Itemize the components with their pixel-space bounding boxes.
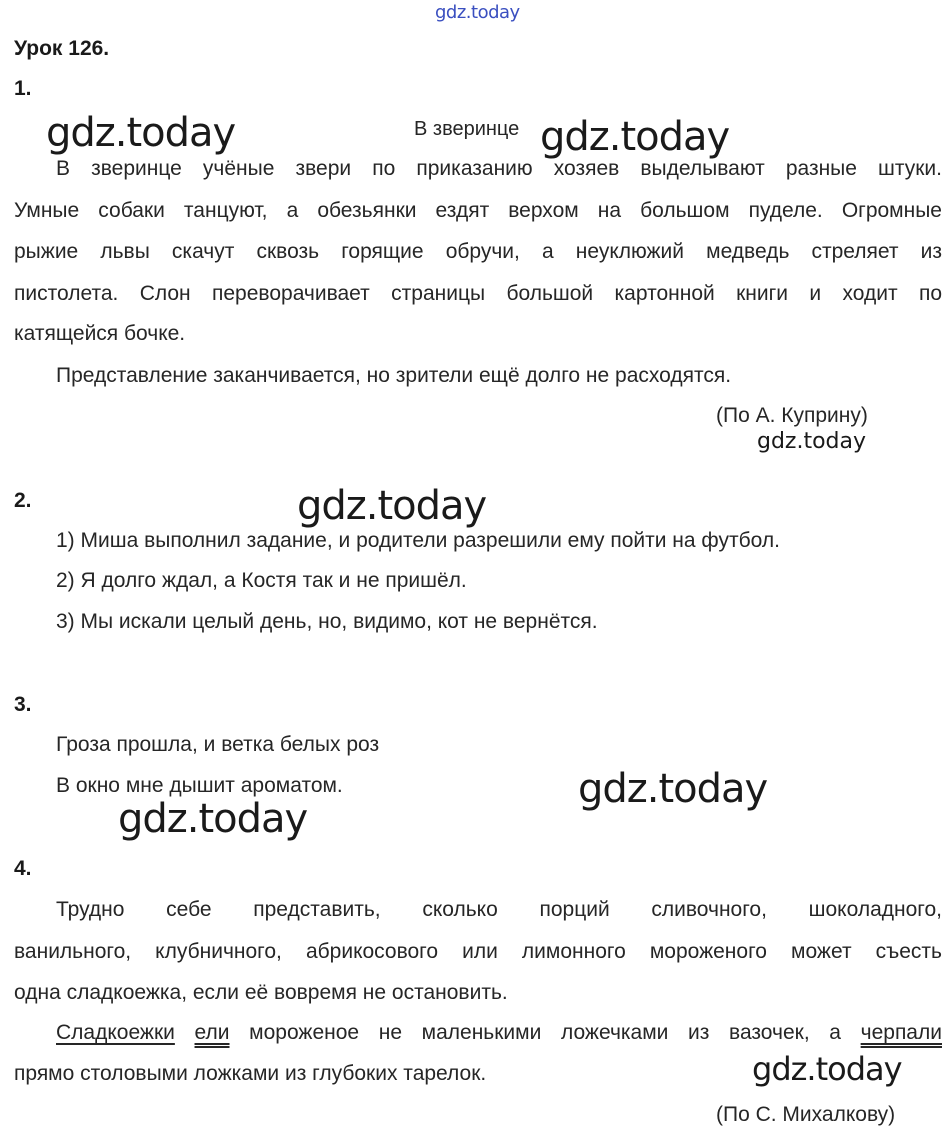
watermark: gdz.today [46, 110, 236, 156]
exercise-1-number: 1. [14, 77, 32, 100]
ex1-paragraph-2: Представление заканчивается, но зрители ещё долго не расходятся. [56, 364, 732, 387]
lesson-title: Урок 126. [14, 37, 110, 60]
ex2-item-2: 2) Я долго ждал, а Костя так и не пришёл. [56, 569, 467, 592]
ex2-item-3: 3) Мы искали целый день, но, видимо, кот не вернётся. [56, 610, 598, 633]
ex1-line-2: Умные собаки танцуют, а обезьянки ездят верхом на большом пуделе. Огромные [14, 199, 942, 222]
ex4-paragraph-2-line-1 [56, 1021, 942, 1045]
watermark: gdz.today [540, 114, 730, 160]
ex1-line-4: пистолета. Слон переворачивает страницы большой картонной книги и ходит по [14, 282, 942, 305]
ex4-line-1: Трудно себе представить, сколько порций сливочного, шоколадного, [56, 898, 942, 921]
watermark: gdz.today [578, 766, 768, 812]
ex4-line-3: одна сладкоежка, если её вовремя не остановить. [14, 981, 508, 1004]
ex3-line-2: В окно мне дышит ароматом. [56, 774, 343, 797]
ex4-p2-middle: мороженое не маленькими ложечками из вазочек, а [249, 1021, 841, 1044]
ex1-source: (По А. Куприну) [716, 404, 868, 427]
ex2-item-1: 1) Миша выполнил задание, и родители разрешили ему пойти на футбол. [56, 529, 780, 552]
watermark: gdz.today [752, 1050, 902, 1088]
ex4-source: (По С. Михалкову) [716, 1103, 896, 1126]
ex1-line-5: катящейся бочке. [14, 322, 186, 345]
ex4-line-2: ванильного, клубничного, абрикосового или лимонного мороженого может съесть [14, 940, 942, 963]
subject-underlined: Сладкоежки [56, 1021, 175, 1044]
exercise-1-title: В зверинце [414, 118, 520, 140]
exercise-3-number: 3. [14, 693, 32, 716]
watermark: gdz.today [118, 796, 308, 842]
watermark: gdz.today [297, 483, 487, 529]
watermark-top: gdz.today [435, 2, 520, 23]
exercise-4-number: 4. [14, 857, 32, 880]
watermark: gdz.today [757, 429, 867, 454]
ex3-line-1: Гроза прошла, и ветка белых роз [56, 733, 380, 756]
predicate-underlined: ели [194, 1021, 230, 1044]
ex1-line-3: рыжие львы скачут сквозь горящие обручи, а неуклюжий медведь стреляет из [14, 240, 942, 263]
ex1-line-1: В зверинце учёные звери по приказанию хозяев выделывают разные штуки. [56, 157, 942, 180]
predicate-underlined: черпали [860, 1021, 942, 1044]
ex4-paragraph-2-line-2: прямо столовыми ложками из глубоких тарелок. [14, 1062, 487, 1085]
exercise-2-number: 2. [14, 489, 32, 512]
